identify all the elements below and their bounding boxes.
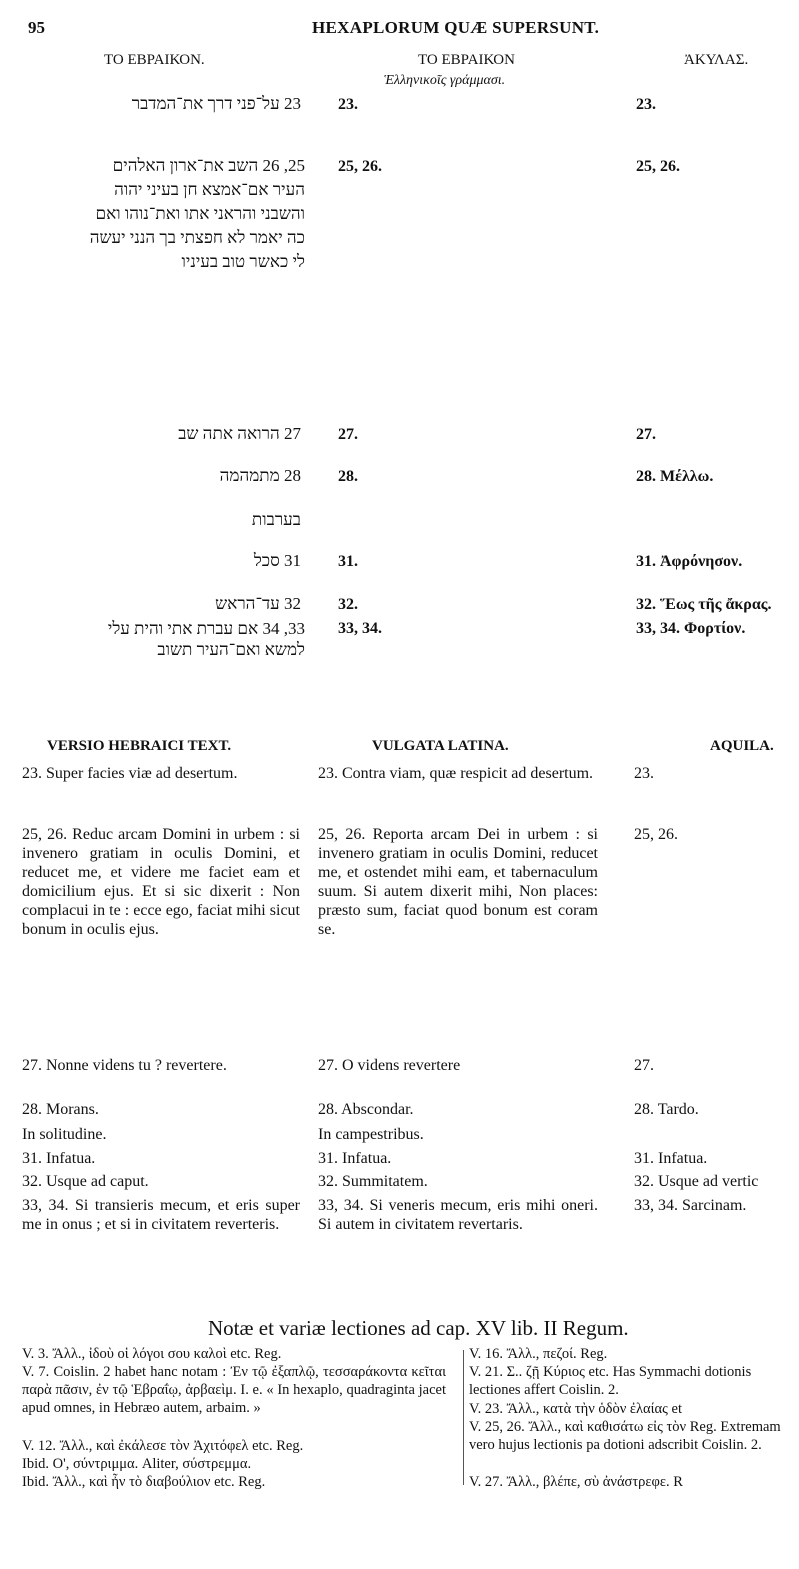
page-number: 95	[28, 18, 45, 37]
notes-column-divider	[463, 1350, 464, 1485]
note-left: Ibid. Ἄλλ., καὶ ἦν τὸ διαβούλιον etc. Reg.	[22, 1474, 266, 1490]
hebrew-solitude: בערבות	[251, 510, 301, 529]
vulgata-verse-27: 27. O videns revertere	[318, 1057, 461, 1074]
vulgata-verse-33-34: 33, 34. Si veneris mecum, eris mihi oneri. Si autem in civitatem revertaris.	[318, 1197, 598, 1233]
versio-in-solitudine: In solitudine.	[22, 1126, 107, 1143]
versio-verse-33-34: 33, 34. Si transieris mecum, et eris super me in onus ; et si in civitatem reverteris.	[22, 1197, 300, 1233]
vulgata-verse-31: 31. Infatua.	[318, 1150, 392, 1167]
hebrew-verse-27: 27 הרואה אתה שב	[178, 424, 301, 443]
versio-verse-25-26: 25, 26. Reduc arcam Domini in urbem : si invenero gratiam in oculis Domini, et reducet me, et videre me faciet eam et domicilium ejus. Et si sic dixerit : Non complacui in te : ecce ego, faciat mihi sicut bonum in oculis ejus.	[22, 826, 300, 938]
translit-verse-27: 27.	[338, 426, 358, 443]
vulgata-verse-25-26: 25, 26. Reporta arcam Dei in urbem : si invenero gratiam in oculis Domini, reducet me, et ostendet mihi eam, et tabernaculum suum. Si autem dixerit mihi, Non places: præsto sum, faciat quod bonum est coram se.	[318, 826, 598, 938]
aquila-latin-verse-25-26: 25, 26.	[634, 826, 678, 843]
column-subtitle-transliteration: Ἑλληνικοῖς γράμμασι.	[384, 73, 506, 88]
aquila-verse-28: 28. Μέλλω.	[636, 468, 714, 485]
aquila-verse-25-26: 25, 26.	[636, 158, 680, 175]
notes-title: Notæ et variæ lectiones ad cap. XV lib. II Regum.	[208, 1316, 629, 1340]
versio-verse-23: 23. Super facies viæ ad desertum.	[22, 765, 238, 782]
translit-verse-23: 23.	[338, 96, 358, 113]
aquila-verse-31: 31. Ἀφρόνησον.	[636, 553, 743, 570]
hebrew-verse-32: 32 עד־הראש	[215, 594, 301, 613]
latin-head-versio: VERSIO HEBRAICI TEXT.	[47, 738, 232, 754]
latin-head-aquila: AQUILA.	[710, 738, 774, 754]
aquila-verse-23: 23.	[636, 96, 656, 113]
versio-verse-32: 32. Usque ad caput.	[22, 1173, 149, 1190]
note-left: Ibid. Ο', σύντριμμα. Aliter, σύστρεμμα.	[22, 1456, 252, 1472]
aquila-verse-27: 27.	[636, 426, 656, 443]
note-left: V. 3. Ἄλλ., ἰδοὺ οἱ λόγοι σου καλοὶ etc. Reg.	[22, 1346, 282, 1362]
vulgata-in-campestribus: In campestribus.	[318, 1126, 424, 1143]
note-right: V. 23. Ἄλλ., κατὰ τὴν ὁδὸν ἐλαίας et	[469, 1401, 682, 1417]
hebrew-verse-33-34	[5, 618, 305, 660]
aquila-latin-verse-33-34: 33, 34. Sarcinam.	[634, 1197, 747, 1214]
hebrew-verse-31: 31 סכל	[253, 551, 301, 570]
hebrew-verse-28: 28 מתמהמה	[219, 466, 301, 485]
note-left: V. 12. Ἄλλ., καὶ ἐκάλεσε τὸν Ἀχιτόφελ etc. Reg.	[22, 1438, 304, 1454]
hebrew-line: העיר אם־אמצא חן בעיני יהוה	[114, 180, 305, 199]
translit-verse-31: 31.	[338, 553, 358, 570]
aquila-verse-33-34: 33, 34. Φορτίον.	[636, 620, 746, 637]
versio-verse-31: 31. Infatua.	[22, 1150, 96, 1167]
note-right: V. 21. Σ.. ζῇ Κύριος etc. Has Symmachi dotionis lectiones affert Coislin. 2.	[469, 1364, 752, 1398]
translit-verse-25-26: 25, 26.	[338, 158, 382, 175]
aquila-latin-verse-27: 27.	[634, 1057, 654, 1074]
hebrew-line: 33, 34 אם עברת אתי והית עלי	[107, 619, 305, 638]
aquila-verse-32: 32. Ἕως τῆς ἄκρας.	[636, 596, 772, 613]
hebrew-verse-25-26	[5, 154, 305, 274]
aquila-latin-verse-28: 28. Tardo.	[634, 1101, 699, 1118]
hebrew-verse-23: 23 על־פני דרך את־המדבר	[131, 94, 301, 113]
column-title-transliteration: ΤΟ ΕΒΡΑΙΚΟΝ	[418, 52, 515, 68]
vulgata-verse-28: 28. Abscondar.	[318, 1101, 414, 1118]
note-right: V. 27. Ἄλλ., βλέπε, σὺ ἀνάστρεφε. R	[469, 1474, 683, 1490]
note-right: V. 16. Ἄλλ., πεζοί. Reg.	[469, 1346, 608, 1362]
hebrew-line: והשבני והראני אתו ואת־נוהו ואם	[95, 204, 305, 223]
vulgata-verse-23: 23. Contra viam, quæ respicit ad desertum.	[318, 765, 594, 782]
aquila-latin-verse-32: 32. Usque ad vertic	[634, 1173, 759, 1190]
aquila-latin-verse-31: 31. Infatua.	[634, 1150, 708, 1167]
versio-verse-27: 27. Nonne videns tu ? revertere.	[22, 1057, 227, 1074]
translit-verse-33-34: 33, 34.	[338, 620, 382, 637]
running-title: HEXAPLORUM QUÆ SUPERSUNT.	[312, 18, 600, 37]
column-title-hebrew: ΤΟ ΕΒΡΑΙΚΟΝ.	[104, 52, 205, 68]
hebrew-line: למשא ואם־העיר תשוב	[157, 640, 305, 659]
note-left: V. 7. Coislin. 2 habet hanc notam : Ἐν τῷ ἐξαπλῷ, τεσσαράκοντα κεῖται παρὰ πᾶσιν, ἐν τῷ Ἑβραΐῳ, ἀρβαεὶμ. I. e. « In hexaplo, quadraginta jacet apud omnes, in Hebræo autem, arbaim. »	[22, 1364, 446, 1416]
translit-verse-28: 28.	[338, 468, 358, 485]
column-title-aquila: ἈΚΥΛΑΣ.	[684, 52, 749, 68]
vulgata-verse-32: 32. Summitatem.	[318, 1173, 428, 1190]
hebrew-line: לי כאשר טוב בעיניו	[181, 252, 305, 271]
translit-verse-32: 32.	[338, 596, 358, 613]
hebrew-line: כה יאמר לא חפצתי בך הנני יעשה	[89, 228, 305, 247]
versio-verse-28: 28. Morans.	[22, 1101, 99, 1118]
hebrew-line: 25, 26 השב את־ארון האלהים	[112, 156, 305, 175]
latin-head-vulgata: VULGATA LATINA.	[372, 738, 509, 754]
aquila-latin-verse-23: 23.	[634, 765, 654, 782]
note-right: V. 25, 26. Ἄλλ., καὶ καθισάτω εἰς τὸν Reg. Extremam vero hujus lectionis pa dotioni adscribit Coislin. 2.	[469, 1419, 781, 1453]
